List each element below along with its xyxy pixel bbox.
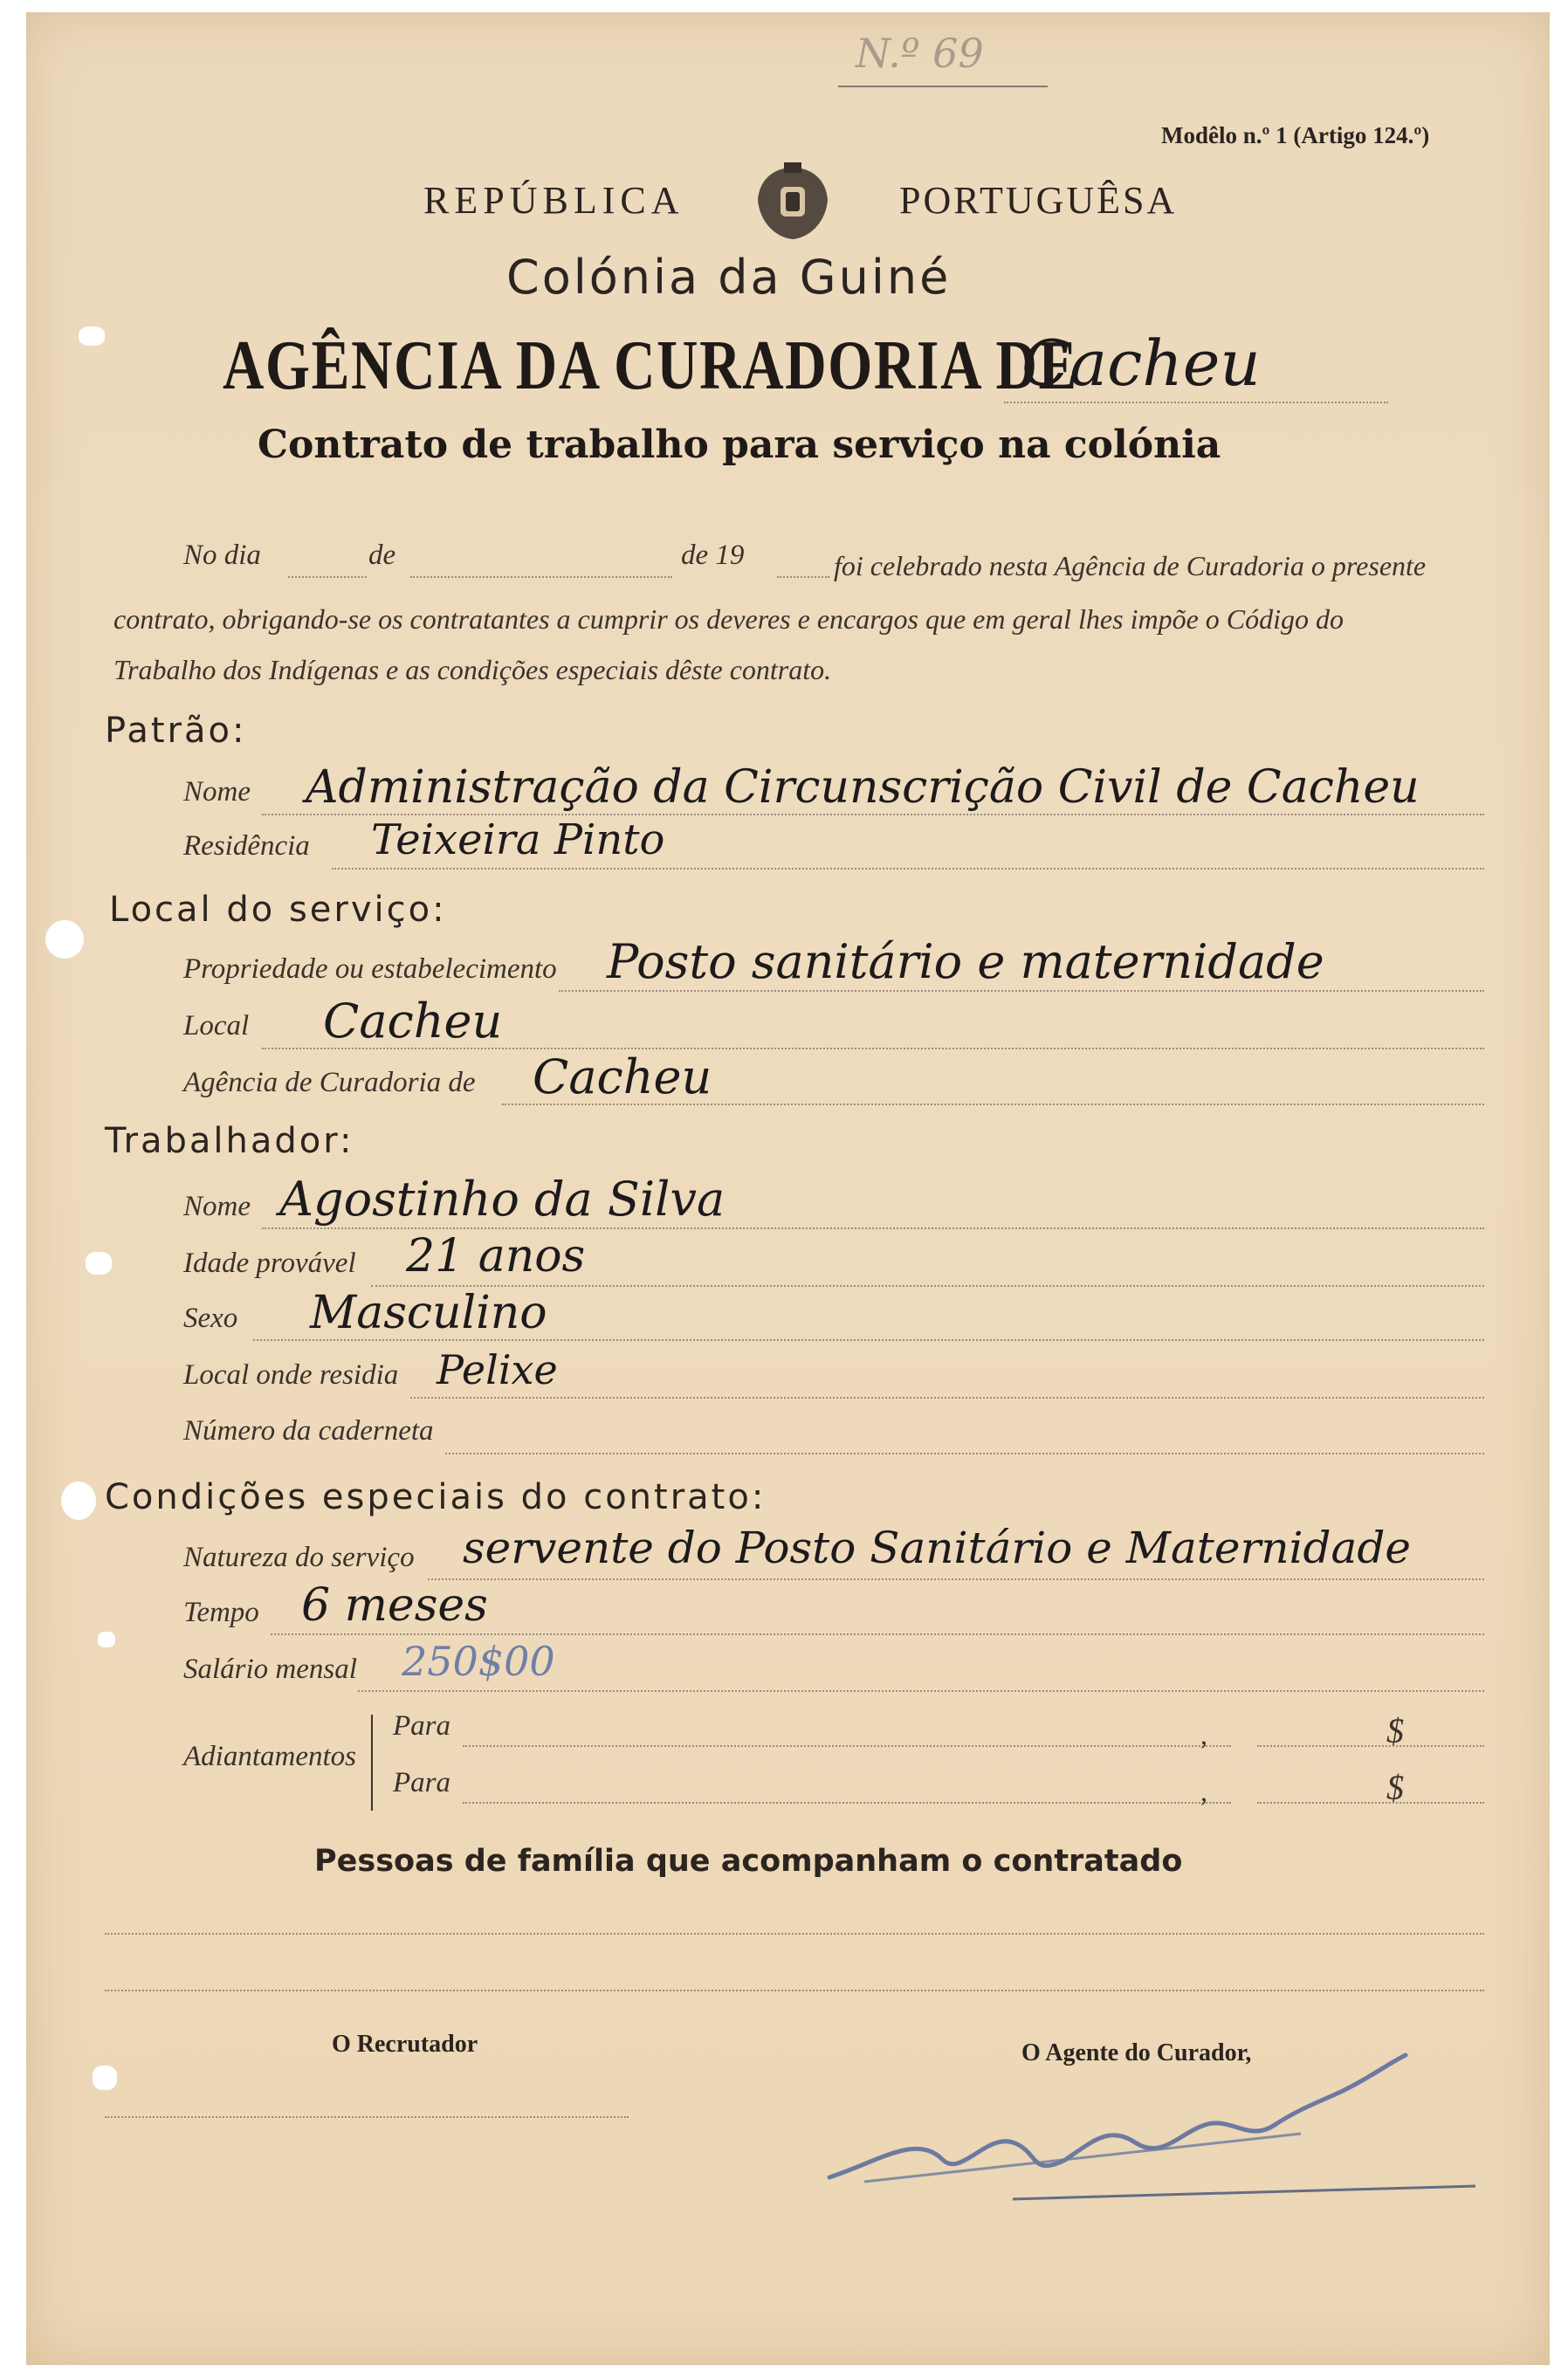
- recrutador-signature-line: [105, 2116, 629, 2118]
- agente-label: O Agente do Curador,: [1021, 2039, 1252, 2066]
- sexo-value: Masculino: [310, 1287, 547, 1339]
- coat-of-arms-icon: [749, 161, 836, 244]
- patrao-residencia-value: Teixeira Pinto: [371, 815, 665, 864]
- trabalhador-nome-line: [262, 1227, 1484, 1229]
- para-comma-2: ,: [1200, 1776, 1207, 1807]
- para-line-2: [463, 1802, 1231, 1804]
- natureza-line: [428, 1578, 1484, 1580]
- tempo-line: [271, 1633, 1484, 1635]
- contract-title: Contrato de trabalho para serviço na colónia: [258, 423, 1221, 467]
- tempo-value: 6 meses: [301, 1579, 488, 1632]
- agency-line: [1004, 402, 1388, 403]
- punch-hole: [61, 1482, 96, 1520]
- paper-tear: [86, 1252, 112, 1275]
- recrutador-label: O Recrutador: [332, 2031, 478, 2058]
- punch-hole: [45, 920, 84, 959]
- local-servico-heading: Local do serviço:: [109, 890, 447, 930]
- republic-left: REPÚBLICA: [423, 179, 684, 222]
- document-number: N.º 69: [856, 30, 984, 77]
- tempo-label: Tempo: [183, 1597, 259, 1628]
- salario-label: Salário mensal: [183, 1654, 357, 1685]
- trabalhador-nome-label: Nome: [183, 1191, 251, 1222]
- document-sheet: [26, 12, 1550, 2365]
- number-underline: [838, 86, 1048, 87]
- model-reference: Modêlo n.º 1 (Artigo 124.º): [1161, 122, 1430, 148]
- republic-right: PORTUGUÊSA: [899, 179, 1178, 222]
- para-label-1: Para: [393, 1710, 450, 1742]
- trabalhador-heading: Trabalhador:: [105, 1121, 354, 1161]
- para-amount-line-1: [1257, 1745, 1484, 1747]
- patrao-residencia-label: Residência: [183, 830, 310, 862]
- natureza-label: Natureza do serviço: [183, 1542, 415, 1573]
- salario-value: 250$00: [402, 1638, 555, 1685]
- familia-heading: Pessoas de família que acompanham o contratado: [314, 1844, 1183, 1879]
- residia-value: Pelixe: [437, 1346, 558, 1393]
- agencia-curadoria-label: Agência de Curadoria de: [183, 1067, 476, 1098]
- salario-line: [358, 1690, 1484, 1692]
- agency-title: AGÊNCIA DA CURADORIA DE: [223, 327, 1078, 404]
- caderneta-line: [445, 1453, 1484, 1454]
- agencia-curadoria-value: Cacheu: [533, 1049, 712, 1104]
- patrao-nome-label: Nome: [183, 776, 251, 808]
- propriedade-value: Posto sanitário e maternidade: [607, 934, 1324, 989]
- para-amount-line-2: [1257, 1802, 1484, 1804]
- agent-signature: [812, 2029, 1493, 2204]
- preamble-no-dia: No dia: [183, 540, 261, 571]
- para-line-1: [463, 1745, 1231, 1747]
- paper-tear: [93, 2066, 117, 2090]
- caderneta-label: Número da caderneta: [183, 1415, 434, 1447]
- dia-line: [288, 576, 367, 578]
- mes-line: [410, 576, 672, 578]
- trabalhador-nome-value: Agostinho da Silva: [279, 1172, 726, 1227]
- para-comma-1: ,: [1200, 1719, 1207, 1750]
- preamble-line2: contrato, obrigando-se os contratantes a cumprir os deveres e encargos que em geral lhes impõe o Código do: [113, 603, 1344, 635]
- agency-handwritten: Cacheu: [1021, 327, 1261, 400]
- residia-label: Local onde residia: [183, 1359, 399, 1391]
- preamble-de: de: [368, 540, 396, 571]
- paper-tear: [79, 327, 105, 346]
- para-label-2: Para: [393, 1767, 450, 1798]
- adiantamentos-label: Adiantamentos: [183, 1741, 356, 1772]
- currency-sign-2: $: [1386, 1768, 1404, 1807]
- currency-sign-1: $: [1386, 1711, 1404, 1750]
- ano-line: [777, 576, 829, 578]
- natureza-value: servente do Posto Sanitário e Maternidade: [463, 1523, 1411, 1573]
- colony-title: Colónia da Guiné: [506, 250, 952, 305]
- patrao-nome-value: Administração da Circunscrição Civil de Cacheu: [306, 761, 1420, 814]
- local-value: Cacheu: [323, 994, 503, 1049]
- idade-value: 21 anos: [406, 1230, 586, 1282]
- preamble-line3: Trabalho dos Indígenas e as condições especiais dêste contrato.: [113, 654, 832, 685]
- propriedade-label: Propriedade ou estabelecimento: [183, 953, 557, 985]
- preamble-de-19: de 19: [681, 540, 745, 571]
- sexo-label: Sexo: [183, 1303, 238, 1334]
- local-label: Local: [183, 1010, 250, 1042]
- preamble-foi-celebrado: foi celebrado nesta Agência de Curadoria o presente: [834, 550, 1427, 581]
- paper-tear: [98, 1632, 115, 1647]
- familia-line-1: [105, 1933, 1484, 1935]
- familia-line-2: [105, 1990, 1484, 1991]
- patrao-heading: Patrão:: [105, 711, 247, 751]
- propriedade-line: [559, 990, 1484, 992]
- adiantamentos-brace: [371, 1715, 383, 1811]
- residia-line: [410, 1397, 1484, 1399]
- patrao-residencia-line: [332, 868, 1484, 870]
- sexo-line: [253, 1339, 1484, 1341]
- condicoes-heading: Condições especiais do contrato:: [105, 1477, 767, 1517]
- idade-label: Idade provável: [183, 1248, 356, 1279]
